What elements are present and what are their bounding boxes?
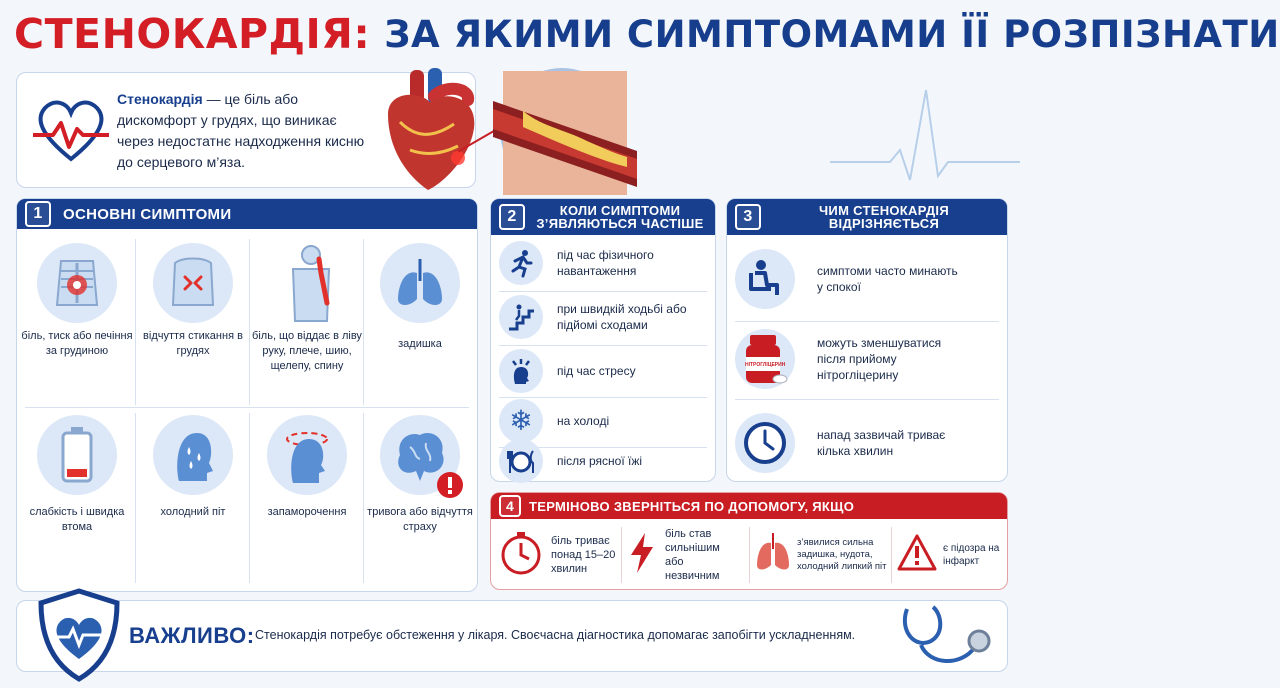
intro-definition: — це біль або дискомфорт у грудях, що виникає через недостатнє надходження кисню до серцевого м’яза.	[117, 91, 365, 170]
symptom-label: запаморочення	[267, 506, 347, 518]
difference-item	[735, 413, 967, 473]
emergency-label: є підозра на інфаркт	[943, 543, 1000, 567]
symptom-label: холодний піт	[160, 506, 226, 518]
chest-pain-icon	[37, 243, 117, 323]
intro-text	[117, 89, 369, 173]
stairs-icon	[499, 295, 543, 339]
section-4-header	[491, 493, 1007, 519]
symptom-label: задишка	[398, 338, 442, 350]
symptom-item	[251, 243, 363, 374]
section-2-number: 2	[499, 204, 525, 230]
important-banner	[16, 600, 1008, 672]
heart-pulse-icon	[31, 95, 111, 165]
ecg-decoration	[830, 80, 1020, 190]
trigger-item	[499, 399, 609, 443]
section-3-number: 3	[735, 204, 761, 230]
section-1-title: ОСНОВНІ СИМПТОМИ	[63, 205, 232, 223]
section-triggers	[490, 198, 716, 482]
difference-label: напад зазвичай триває кілька хвилин	[817, 428, 946, 458]
symptom-item	[21, 415, 133, 535]
difference-label: симптоми часто минають у спокої	[817, 264, 958, 294]
section-differences	[726, 198, 1008, 482]
trigger-label: під час стресу	[557, 364, 636, 378]
section-4-number: 4	[499, 495, 521, 517]
section-3-title: ЧИМ СТЕНОКАРДІЯ ВІДРІЗНЯЄТЬСЯ	[819, 203, 949, 231]
section-2-header	[491, 199, 715, 235]
important-text: Стенокардія потребує обстеження у лікаря. Своєчасна діагностика допомагає запобігти ускладненням.	[255, 628, 856, 642]
section-main-symptoms	[16, 198, 478, 592]
anxiety-brain-icon	[380, 415, 460, 495]
symptom-item	[137, 415, 249, 520]
clock-icon	[735, 413, 795, 473]
heart-illustration	[370, 66, 490, 194]
trigger-label: при швидкій ходьбі або підйомі сходами	[557, 302, 687, 332]
emergency-item	[897, 527, 1005, 583]
symptom-label: біль, що віддає в ліву руку, плече, шию, щелепу, спину	[252, 330, 362, 372]
difference-item	[735, 329, 967, 389]
trigger-label: після рясної їжі	[557, 454, 643, 468]
dizziness-icon	[267, 415, 347, 495]
chest-squeeze-icon	[153, 243, 233, 323]
emergency-item	[755, 527, 891, 583]
emergency-label: біль став сильнішим або незвичним	[665, 528, 720, 582]
artery-closeup	[500, 68, 624, 192]
symptom-label: біль, тиск або печіння за грудиною	[21, 330, 133, 357]
lightning-icon	[627, 531, 657, 580]
lungs-alert-icon	[755, 531, 791, 580]
medicine-bottle-icon	[735, 329, 795, 389]
trigger-item	[499, 295, 715, 339]
section-emergency	[490, 492, 1008, 590]
title-rest: ЗА ЯКИМИ СИМПТОМАМИ ЇЇ РОЗПІЗНАТИ	[384, 12, 1280, 56]
section-2-title: КОЛИ СИМПТОМИ З’ЯВЛЯЮТЬСЯ ЧАСТІШЕ	[536, 203, 704, 231]
symptom-label: слабкість і швидка втома	[29, 506, 125, 533]
difference-item	[735, 249, 967, 309]
trigger-label: під час фізичного навантаження	[557, 248, 654, 278]
stress-icon	[499, 349, 543, 393]
page-title	[14, 6, 1280, 62]
emergency-item	[627, 527, 747, 583]
title-highlight: СТЕНОКАРДІЯ:	[14, 10, 371, 58]
symptom-item	[137, 243, 249, 359]
emergency-label: з’явилися сильна задишка, нудота, холодний липкий піт	[797, 537, 887, 572]
section-3-header	[727, 199, 1007, 235]
warning-icon	[897, 534, 937, 577]
symptom-item	[21, 243, 133, 359]
warning-badge-icon	[436, 471, 464, 499]
trigger-item	[499, 349, 636, 393]
running-icon	[499, 241, 543, 285]
low-battery-icon	[37, 415, 117, 495]
section-1-header	[17, 199, 477, 229]
symptom-label: тривога або відчуття страху	[367, 506, 473, 533]
stethoscope-icon	[889, 601, 999, 669]
difference-label: можуть зменшуватися після прийому нітрогліцерину	[817, 336, 942, 382]
intro-term: Стенокардія	[117, 91, 203, 107]
timer-icon	[499, 531, 543, 580]
lungs-icon	[380, 243, 460, 323]
symptom-item	[365, 415, 475, 535]
symptom-item	[365, 243, 475, 352]
snowflake-icon: ❄	[499, 399, 543, 443]
section-1-number: 1	[25, 201, 51, 227]
cold-sweat-icon	[153, 415, 233, 495]
radiating-pain-icon	[267, 243, 347, 323]
trigger-label: на холоді	[557, 414, 610, 428]
resting-person-icon	[735, 249, 795, 309]
meal-icon	[499, 439, 543, 483]
emergency-label: біль триває понад 15–20 хвилин	[551, 535, 616, 575]
symptom-label: відчуття стикання в грудях	[143, 330, 243, 357]
section-4-title: ТЕРМІНОВО ЗВЕРНІТЬСЯ ПО ДОПОМОГУ, ЯКЩО	[529, 498, 855, 514]
symptom-item	[251, 415, 363, 520]
shield-heart-icon	[33, 587, 125, 683]
trigger-item	[499, 241, 715, 285]
important-label: ВАЖЛИВО:	[129, 623, 255, 648]
bottle-label: НІТРОГЛІЦЕРИН	[745, 362, 786, 368]
emergency-item	[499, 527, 619, 583]
trigger-item	[499, 439, 642, 483]
